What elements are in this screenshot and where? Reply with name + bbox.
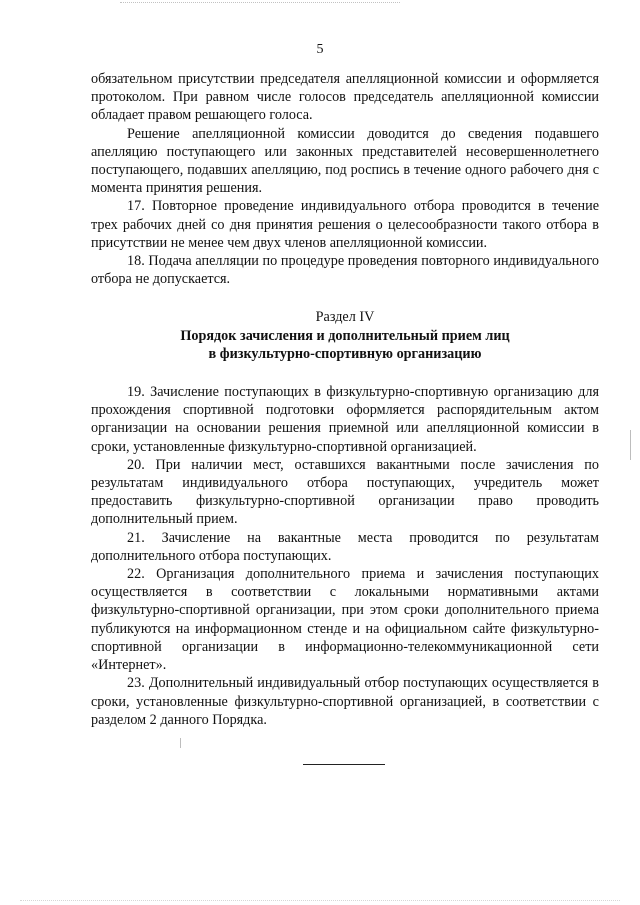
section-label: Раздел IV (315, 309, 375, 326)
paragraph-22: 22. Организация дополнительного приема и зачисления поступающих осуществляется в соответствии с локальными нормативными актами физкультурно-спортивной организации, при этом сроки дополнительного приема публикуются на информационном стенде и на официальном сайте физкультурно-спортивной организации в информационно-телекоммуникационной сети «Интернет». (91, 566, 599, 674)
paragraph-20: 20. При наличии мест, оставшихся вакантными после зачисления по результатам индивидуального отбора поступающих, учредитель может предоставить физкультурно-спортивной организации право проводить дополнительный прием. (91, 456, 599, 528)
scan-speck (180, 738, 181, 748)
paragraph-continuation: обязательном присутствии председателя апелляционной комиссии и оформляется протоколом. При равном числе голосов председатель апелляционной комиссии обладает правом решающего голоса. (91, 71, 599, 124)
paragraph-19: 19. Зачисление поступающих в физкультурно-спортивную организацию для прохождения спортивной подготовки оформляется распорядительным актом организации на основании решения приемной или апелляционной комиссии в сроки, установленные физкультурно-спортивной организацией. (91, 384, 599, 455)
document-body (91, 70, 599, 729)
paragraph-appeal-decision: Решение апелляционной комиссии доводится до сведения подавшего апелляцию поступающего или законных представителей несовершеннолетнего поступающего, подавших апелляцию, под роспись в течение одного рабочего дня с момента принятия решения. (91, 125, 599, 197)
section-heading (91, 327, 599, 363)
paragraph-17: 17. Повторное проведение индивидуального отбора проводится в течение трех рабочих дней со дня принятия решения о целесообразности такого отбора в присутствии не менее чем двух членов апелляционной комиссии. (91, 198, 599, 251)
page-number: 5 (316, 42, 324, 57)
section-heading-line2: в физкультурно-спортивную организацию (208, 345, 482, 362)
paragraph-23: 23. Дополнительный индивидуальный отбор поступающих осуществляется в сроки, установленные физкультурно-спортивной организацией, в соответствии с разделом 2 данного Порядка. (91, 675, 599, 728)
paragraph-21: 21. Зачисление на вакантные места проводится по результатам дополнительного отбора поступающих. (91, 529, 599, 564)
section-heading-line1: Порядок зачисления и дополнительный прием лиц (180, 327, 510, 344)
paragraph-18: 18. Подача апелляции по процедуре проведения повторного индивидуального отбора не допускается. (91, 253, 599, 288)
scan-artifact-top (120, 2, 400, 5)
scan-artifact-bottom (20, 900, 620, 903)
end-rule (303, 764, 385, 765)
scan-speck (630, 430, 631, 460)
